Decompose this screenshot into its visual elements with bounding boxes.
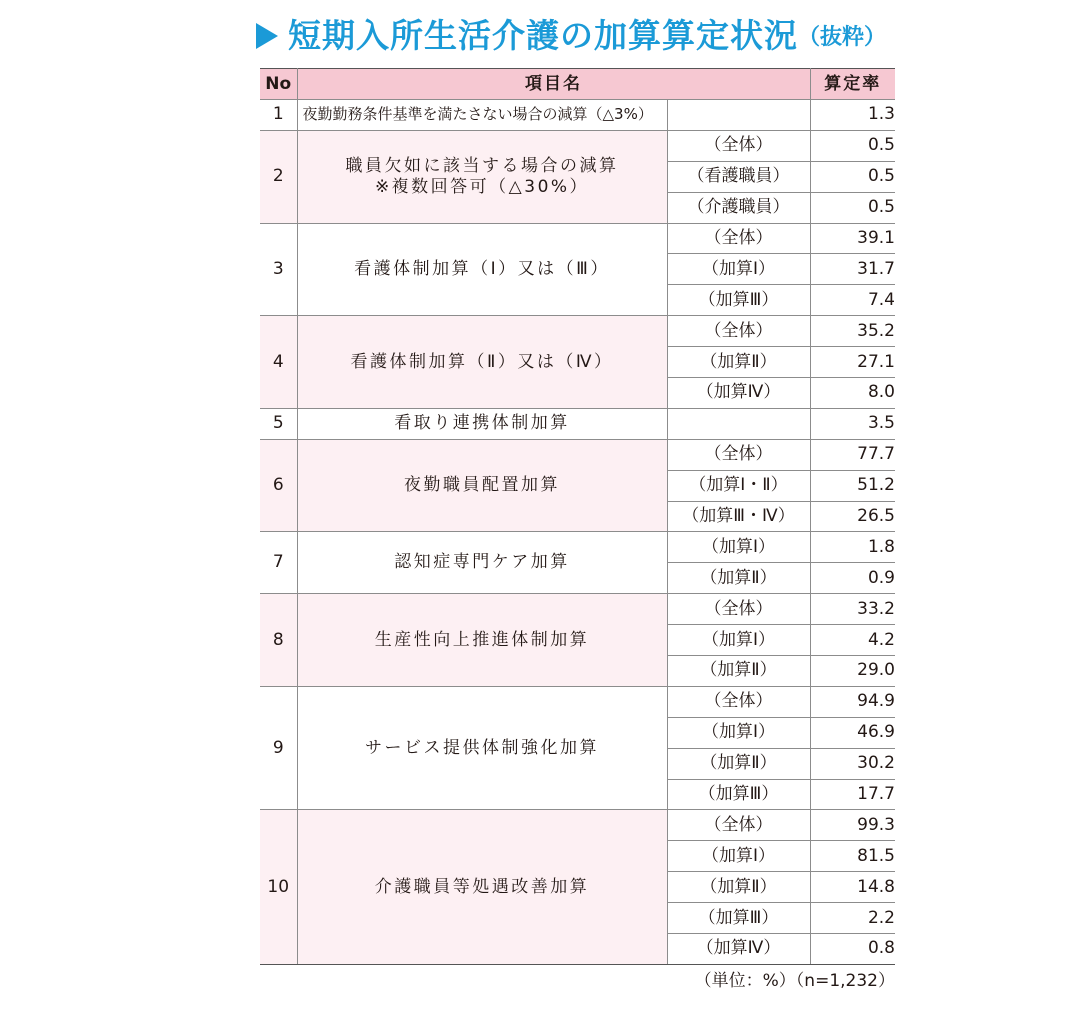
rate-value: 0.5 xyxy=(810,192,895,223)
title-main: 短期入所生活介護の加算算定状況 xyxy=(288,16,798,55)
rate-value: 0.5 xyxy=(810,161,895,192)
rate-table xyxy=(260,68,895,965)
rate-value: 17.7 xyxy=(810,779,895,810)
item-name xyxy=(297,223,667,316)
sub-category-label: （加算Ⅰ） xyxy=(667,717,810,748)
sub-category-label xyxy=(667,100,810,131)
item-name xyxy=(297,594,667,687)
item-name-line: 夜勤職員配置加算 xyxy=(404,475,560,496)
table-row xyxy=(260,223,895,254)
table-row xyxy=(260,100,895,131)
rate-value: 33.2 xyxy=(810,594,895,625)
table-row xyxy=(260,408,895,439)
rate-value: 30.2 xyxy=(810,748,895,779)
row-number: 5 xyxy=(260,408,297,439)
rate-value: 29.0 xyxy=(810,656,895,687)
item-name xyxy=(297,532,667,594)
row-number: 2 xyxy=(260,130,297,223)
row-number: 1 xyxy=(260,100,297,131)
header-row xyxy=(260,69,895,100)
item-name xyxy=(297,810,667,964)
rate-value: 2.2 xyxy=(810,903,895,934)
sub-category-label: （加算Ⅰ） xyxy=(667,625,810,656)
sub-category-label: （全体） xyxy=(667,594,810,625)
rate-value: 27.1 xyxy=(810,347,895,378)
table-row xyxy=(260,439,895,470)
rate-value: 31.7 xyxy=(810,254,895,285)
header-no: No xyxy=(260,69,297,100)
rate-value: 39.1 xyxy=(810,223,895,254)
table-row xyxy=(260,686,895,717)
rate-value: 94.9 xyxy=(810,686,895,717)
item-name xyxy=(297,408,667,439)
sub-category-label: （全体） xyxy=(667,130,810,161)
rate-value: 0.9 xyxy=(810,563,895,594)
sub-category-label: （全体） xyxy=(667,686,810,717)
item-name-line: 看護体制加算（Ⅰ）又は（Ⅲ） xyxy=(354,258,610,279)
sub-category-label: （介護職員） xyxy=(667,192,810,223)
sub-category-label: （加算Ⅱ） xyxy=(667,563,810,594)
item-name-line: 介護職員等処遇改善加算 xyxy=(374,876,590,897)
item-name-line: サービス提供体制強化加算 xyxy=(365,737,599,758)
row-number: 3 xyxy=(260,223,297,316)
row-number: 8 xyxy=(260,594,297,687)
arrow-right-icon xyxy=(256,23,278,49)
row-number: 9 xyxy=(260,686,297,810)
sub-category-label: （加算Ⅲ・Ⅳ） xyxy=(667,501,810,532)
rate-value: 14.8 xyxy=(810,872,895,903)
table-row xyxy=(260,316,895,347)
item-name-line: 夜勤勤務条件基準を満たさない場合の減算（△3%） xyxy=(302,105,653,124)
item-name xyxy=(297,439,667,532)
item-name-line: 看護体制加算（Ⅱ）又は（Ⅳ） xyxy=(350,351,614,372)
rate-value: 1.8 xyxy=(810,532,895,563)
header-rate: 算定率 xyxy=(810,69,895,100)
table-row xyxy=(260,532,895,563)
rate-value: 46.9 xyxy=(810,717,895,748)
rate-value: 35.2 xyxy=(810,316,895,347)
row-number: 7 xyxy=(260,532,297,594)
sub-category-label: （加算Ⅰ） xyxy=(667,532,810,563)
sub-category-label: （加算Ⅱ） xyxy=(667,347,810,378)
table-row xyxy=(260,594,895,625)
sub-category-label: （加算Ⅲ） xyxy=(667,903,810,934)
sub-category-label: （加算Ⅲ） xyxy=(667,779,810,810)
item-name-line: 認知症専門ケア加算 xyxy=(394,552,570,573)
row-number: 10 xyxy=(260,810,297,964)
sub-category-label: （加算Ⅳ） xyxy=(667,378,810,409)
sub-category-label: （加算Ⅱ） xyxy=(667,656,810,687)
sub-category-label: （全体） xyxy=(667,810,810,841)
row-number: 4 xyxy=(260,316,297,409)
item-name-line: 生産性向上推進体制加算 xyxy=(374,629,590,650)
sub-category-label: （加算Ⅰ・Ⅱ） xyxy=(667,470,810,501)
item-name-line: 職員欠如に該当する場合の減算 xyxy=(345,155,619,176)
title-sub: （抜粋） xyxy=(798,25,887,50)
rate-value: 1.3 xyxy=(810,100,895,131)
item-name-line: 看取り連携体制加算 xyxy=(394,413,570,434)
rate-value: 8.0 xyxy=(810,378,895,409)
sub-category-label xyxy=(667,408,810,439)
item-name xyxy=(297,686,667,810)
sub-category-label: （加算Ⅲ） xyxy=(667,285,810,316)
table-row xyxy=(260,810,895,841)
sub-category-label: （加算Ⅰ） xyxy=(667,254,810,285)
rate-value: 0.8 xyxy=(810,934,895,965)
footer-note: （単位：%）（n=1,232） xyxy=(694,971,895,991)
row-number: 6 xyxy=(260,439,297,532)
sub-category-label: （看護職員） xyxy=(667,161,810,192)
rate-value: 4.2 xyxy=(810,625,895,656)
item-name xyxy=(297,100,667,131)
rate-value: 77.7 xyxy=(810,439,895,470)
sub-category-label: （加算Ⅰ） xyxy=(667,841,810,872)
table-header xyxy=(260,69,895,100)
page-title xyxy=(256,16,886,56)
sub-category-label: （全体） xyxy=(667,223,810,254)
table-row xyxy=(260,130,895,161)
item-name xyxy=(297,130,667,223)
rate-value: 99.3 xyxy=(810,810,895,841)
table-body xyxy=(260,100,895,965)
sub-category-label: （全体） xyxy=(667,439,810,470)
rate-value: 51.2 xyxy=(810,470,895,501)
rate-value: 7.4 xyxy=(810,285,895,316)
sub-category-label: （全体） xyxy=(667,316,810,347)
header-item-name: 項目名 xyxy=(297,69,810,100)
sub-category-label: （加算Ⅱ） xyxy=(667,872,810,903)
rate-value: 81.5 xyxy=(810,841,895,872)
item-name xyxy=(297,316,667,409)
sub-category-label: （加算Ⅱ） xyxy=(667,748,810,779)
rate-value: 26.5 xyxy=(810,501,895,532)
item-name-line: ※複数回答可（△30%） xyxy=(374,176,590,197)
sub-category-label: （加算Ⅳ） xyxy=(667,934,810,965)
rate-value: 0.5 xyxy=(810,130,895,161)
rate-value: 3.5 xyxy=(810,408,895,439)
